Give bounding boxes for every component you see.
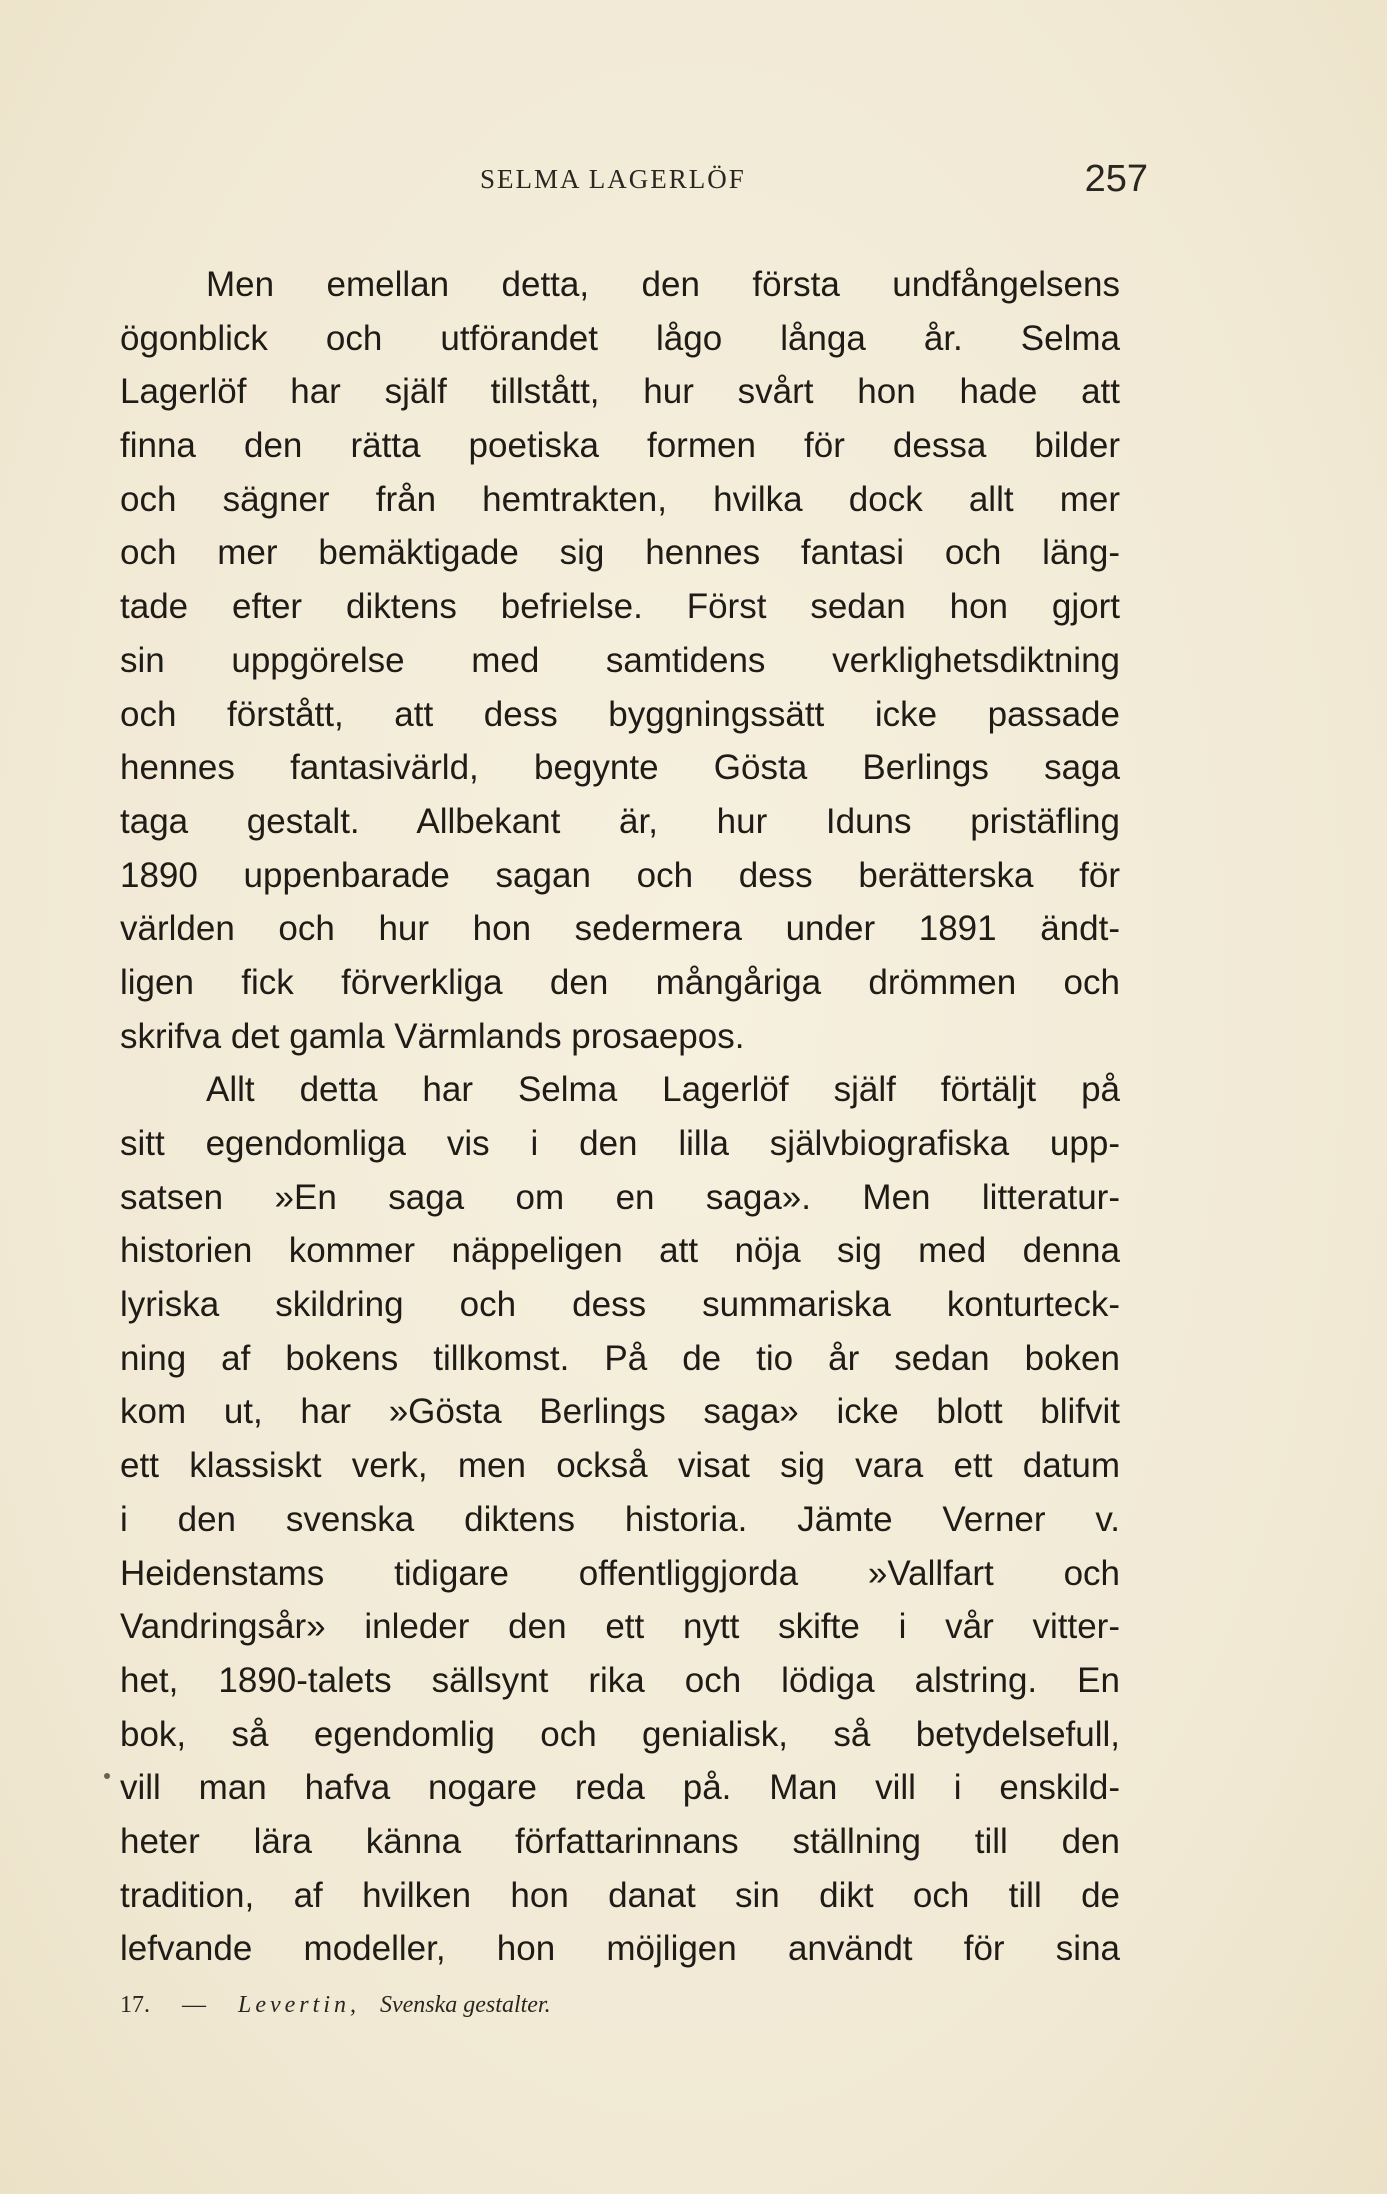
text-line: skrifva det gamla Värmlands prosaepos.	[120, 1016, 745, 1056]
footer-author: Levertin,	[238, 1992, 360, 2018]
text-line: heter lära känna författarinnans ställning till den	[120, 1821, 1120, 1861]
text-line: 1890 uppenbarade sagan och dess berätterska för	[120, 855, 1120, 895]
text-line: bok, så egendomlig och genialisk, så betydelsefull,	[120, 1714, 1120, 1754]
text-line: Heidenstams tidigare offentliggjorda »Vallfart och	[120, 1553, 1120, 1593]
text-line: och sägner från hemtrakten, hvilka dock allt mer	[120, 479, 1120, 519]
text-line: hennes fantasivärld, begynte Gösta Berlings saga	[120, 748, 1120, 788]
running-title: SELMA LAGERLÖF	[480, 164, 746, 194]
text-line: och förstått, att dess byggningssätt icke passade	[120, 694, 1120, 734]
signature-footer	[120, 1992, 551, 2019]
print-speck	[104, 1773, 110, 1779]
text-line: Men emellan detta, den första undfångelsens	[206, 265, 1120, 304]
text-line: taga gestalt. Allbekant är, hur Iduns pristäfling	[120, 801, 1120, 841]
text-line: Allt detta har Selma Lagerlöf själf förtäljt på	[206, 1070, 1120, 1110]
footer-book-title: Svenska gestalter.	[379, 1992, 551, 2018]
text-line: satsen »En saga om en saga». Men litteratur-	[120, 1177, 1120, 1217]
text-line: ögonblick och utförandet lågo långa år. Selma	[120, 318, 1120, 358]
text-line: ett klassiskt verk, men också visat sig vara ett datum	[120, 1446, 1120, 1486]
text-line: historien kommer näppeligen att nöja sig med denna	[120, 1231, 1120, 1271]
text-line: sin uppgörelse med samtidens verklighetsdiktning	[120, 640, 1120, 680]
text-line: tade efter diktens befrielse. Först sedan hon gjort	[120, 587, 1120, 627]
text-line: lyriska skildring och dess summariska konturteck-	[120, 1285, 1120, 1325]
signature-mark: 17.	[120, 1992, 150, 2018]
text-line: het, 1890-talets sällsynt rika och lödiga alstring. En	[120, 1660, 1120, 1700]
text-line: Lagerlöf har själf tillstått, hur svårt hon hade att	[120, 372, 1120, 412]
footer-dash: —	[182, 1992, 206, 2018]
text-line: Vandringsår» inleder den ett nytt skifte i vår vitter-	[120, 1607, 1120, 1647]
text-line: finna den rätta poetiska formen för dessa bilder	[120, 426, 1120, 466]
text-line: och mer bemäktigade sig hennes fantasi och läng-	[120, 533, 1120, 573]
text-line: ning af bokens tillkomst. På de tio år sedan boken	[120, 1338, 1120, 1378]
running-head	[120, 158, 1148, 208]
text-line: vill man hafva nogare reda på. Man vill i enskild-	[120, 1768, 1120, 1808]
text-line: sitt egendomliga vis i den lilla självbiografiska upp-	[120, 1124, 1120, 1163]
text-line: ligen fick förverkliga den mångåriga drömmen och	[120, 962, 1120, 1002]
page-number: 257	[1084, 158, 1148, 200]
text-line: kom ut, har »Gösta Berlings saga» icke blott blifvit	[120, 1392, 1120, 1432]
text-line: i den svenska diktens historia. Jämte Verner v.	[120, 1499, 1120, 1539]
body-text	[120, 258, 1120, 1976]
text-line: tradition, af hvilken hon danat sin dikt och till de	[120, 1875, 1120, 1915]
text-line: världen och hur hon sedermera under 1891 ändt-	[120, 909, 1120, 949]
text-line: lefvande modeller, hon möjligen användt för sina	[120, 1929, 1120, 1969]
